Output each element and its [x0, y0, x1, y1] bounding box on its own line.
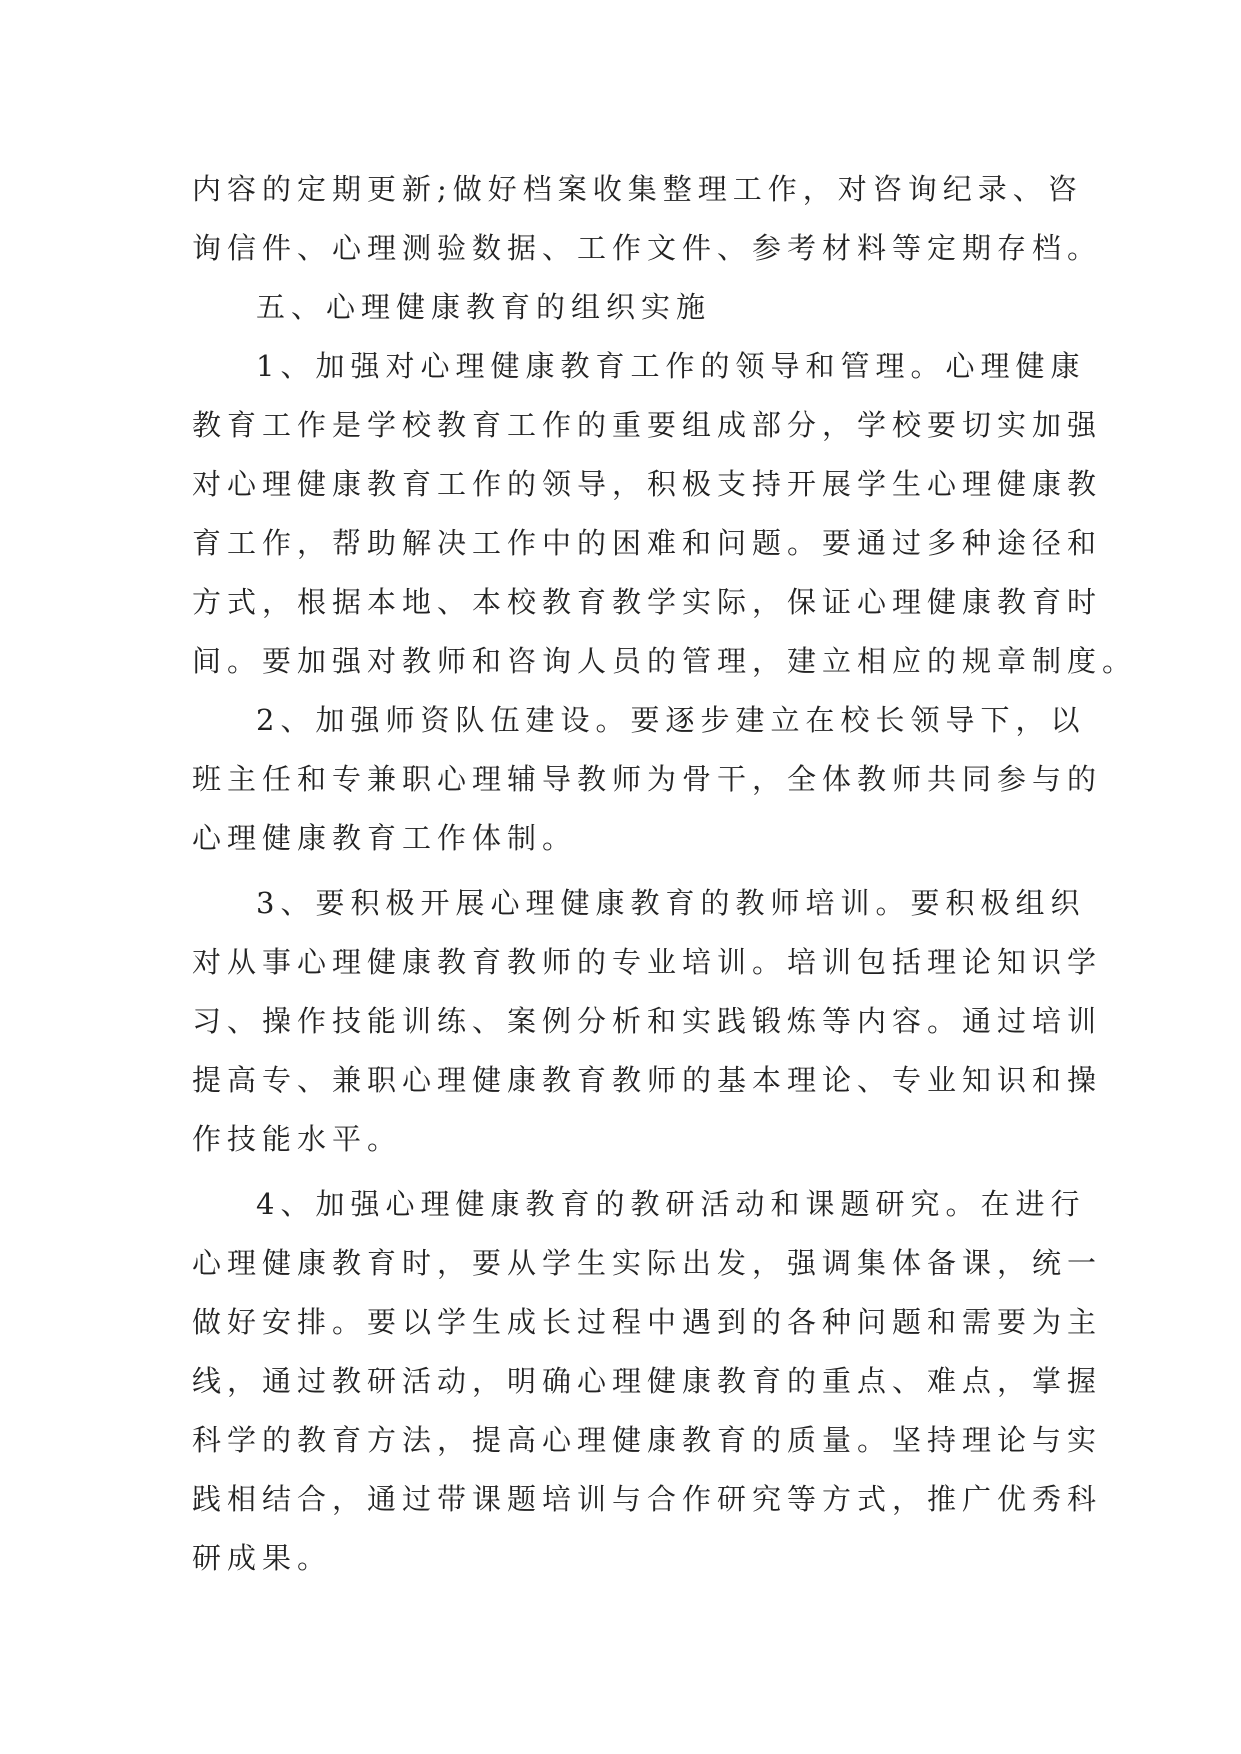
- text-line: 习、操作技能训练、案例分析和实践锻炼等内容。通过培训: [192, 1004, 1103, 1038]
- text-line: 做好安排。要以学生成长过程中遇到的各种问题和需要为主: [192, 1305, 1103, 1339]
- text-line: 线，通过教研活动，明确心理健康教育的重点、难点，掌握: [192, 1364, 1103, 1398]
- text-line: 2、加强师资队伍建设。要逐步建立在校长领导下，以: [256, 703, 1086, 737]
- text-line: 研成果。: [192, 1541, 333, 1575]
- text-line: 3、要积极开展心理健康教育的教师培训。要积极组织: [256, 886, 1086, 920]
- text-line: 4、加强心理健康教育的教研活动和课题研究。在进行: [256, 1187, 1086, 1221]
- text-line: 心理健康教育工作体制。: [192, 821, 578, 855]
- text-line: 方式，根据本地、本校教育教学实际，保证心理健康教育时: [192, 585, 1103, 619]
- text-line: 科学的教育方法，提高心理健康教育的质量。坚持理论与实: [192, 1423, 1103, 1457]
- text-line: 对心理健康教育工作的领导，积极支持开展学生心理健康教: [192, 467, 1103, 501]
- text-line: 对从事心理健康教育教师的专业培训。培训包括理论知识学: [192, 945, 1103, 979]
- text-line: 育工作，帮助解决工作中的困难和问题。要通过多种途径和: [192, 526, 1103, 560]
- body-text: [192, 160, 1138, 1588]
- text-line: 提高专、兼职心理健康教育教师的基本理论、专业知识和操: [192, 1063, 1103, 1097]
- text-line: 询信件、心理测验数据、工作文件、参考材料等定期存档。: [192, 231, 1103, 265]
- text-line: 践相结合，通过带课题培训与合作研究等方式，推广优秀科: [192, 1482, 1103, 1516]
- text-line: 班主任和专兼职心理辅导教师为骨干，全体教师共同参与的: [192, 762, 1103, 796]
- text-line: 间。要加强对教师和咨询人员的管理，建立相应的规章制度。: [192, 644, 1138, 678]
- text-line: 内容的定期更新;做好档案收集整理工作，对咨询纪录、咨: [192, 172, 1083, 206]
- section-heading: 五、心理健康教育的组织实施: [256, 290, 712, 324]
- text-line: 教育工作是学校教育工作的重要组成部分，学校要切实加强: [192, 408, 1103, 442]
- text-line: 心理健康教育时，要从学生实际出发，强调集体备课，统一: [192, 1246, 1103, 1280]
- text-line: 作技能水平。: [192, 1122, 403, 1156]
- text-line: 1、加强对心理健康教育工作的领导和管理。心理健康: [256, 349, 1086, 383]
